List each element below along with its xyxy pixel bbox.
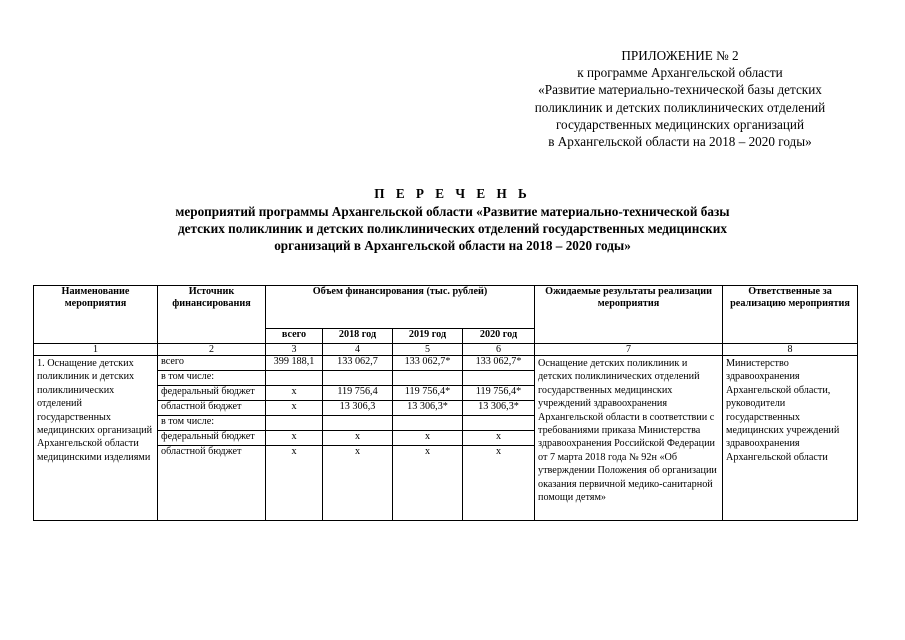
row-total [266,371,323,386]
row-2018: 13 306,3 [323,401,393,416]
appendix-header [505,47,855,150]
header-source: Источник финансирования [158,286,266,344]
row-source: в том числе: [158,371,266,386]
row-2018: х [323,446,393,521]
row-total: х [266,431,323,446]
row-total: 399 188,1 [266,356,323,371]
row-2018 [323,416,393,431]
header-results: Ожидаемые результаты реализации мероприятия [535,286,723,344]
row-2020 [463,416,535,431]
column-number: 3 [266,344,323,356]
measure-name: 1. Оснащение детских поликлиник и детских поликлинических отделений государственных медицинских организаций Архангельской области медицинскими изделиями [34,356,158,521]
column-number: 1 [34,344,158,356]
title-line: мероприятий программы Архангельской области «Развитие материально-технической базы [175,204,730,219]
row-2019: 133 062,7* [393,356,463,371]
row-2019 [393,371,463,386]
row-2020 [463,371,535,386]
expected-results: Оснащение детских поликлиник и детских поликлинических отделений государственных медицинских учреждений здравоохранения Архангельской области в соответствии с требованиями приказа Министерства здравоохранения Российской Федерации от 7 марта 2018 года № 92н «Об утверждении Положения об организации оказания первичной медико-санитарной помощи детям» [535,356,723,521]
row-source: в том числе: [158,416,266,431]
appendix-line: поликлиник и детских поликлинических отделений [534,99,826,115]
row-total: х [266,401,323,416]
appendix-line: в Архангельской области на 2018 – 2020 годы» [548,134,812,150]
row-total [266,416,323,431]
column-number: 4 [323,344,393,356]
title-line: организаций в Архангельской области на 2018 – 2020 годы» [274,238,631,253]
row-source: всего [158,356,266,371]
responsible-parties: Министерство здравоохранения Архангельской области, руководители государственных медицинских учреждений здравоохранения Архангельской области [723,356,858,521]
measures-table [33,285,858,521]
row-2020: х [463,446,535,521]
row-source: областной бюджет [158,401,266,416]
row-2019: х [393,446,463,521]
appendix-line: ПРИЛОЖЕНИЕ № 2 [621,48,739,63]
column-number: 8 [723,344,858,356]
header-responsible: Ответственные за реализацию мероприятия [723,286,858,344]
title-heading: П Е Р Е Ч Е Н Ь [374,186,531,201]
header-name: Наименование мероприятия [34,286,158,344]
row-2020: 13 306,3* [463,401,535,416]
appendix-line: к программе Архангельской области [577,65,783,81]
row-2020: 133 062,7* [463,356,535,371]
document-title [80,185,825,254]
row-2018: 133 062,7 [323,356,393,371]
row-total: х [266,386,323,401]
column-number: 2 [158,344,266,356]
title-line: детских поликлиник и детских поликлинических отделений государственных медицинских [178,221,727,236]
appendix-line: государственных медицинских организаций [555,116,805,132]
table-row [34,356,858,371]
row-2019: 119 756,4* [393,386,463,401]
row-source: федеральный бюджет [158,431,266,446]
header-2020: 2020 год [463,329,535,344]
header-total: всего [266,329,323,344]
row-2020: х [463,431,535,446]
column-number: 5 [393,344,463,356]
header-volume: Объем финансирования (тыс. рублей) [266,286,535,329]
header-2019: 2019 год [393,329,463,344]
column-number: 7 [535,344,723,356]
row-2018 [323,371,393,386]
row-source: областной бюджет [158,446,266,521]
row-2019: х [393,431,463,446]
row-source: федеральный бюджет [158,386,266,401]
row-2019: 13 306,3* [393,401,463,416]
row-total: х [266,446,323,521]
column-number: 6 [463,344,535,356]
row-2020: 119 756,4* [463,386,535,401]
row-2018: х [323,431,393,446]
appendix-line: «Развитие материально-технической базы детских [538,82,822,98]
row-2018: 119 756,4 [323,386,393,401]
row-2019 [393,416,463,431]
header-2018: 2018 год [323,329,393,344]
